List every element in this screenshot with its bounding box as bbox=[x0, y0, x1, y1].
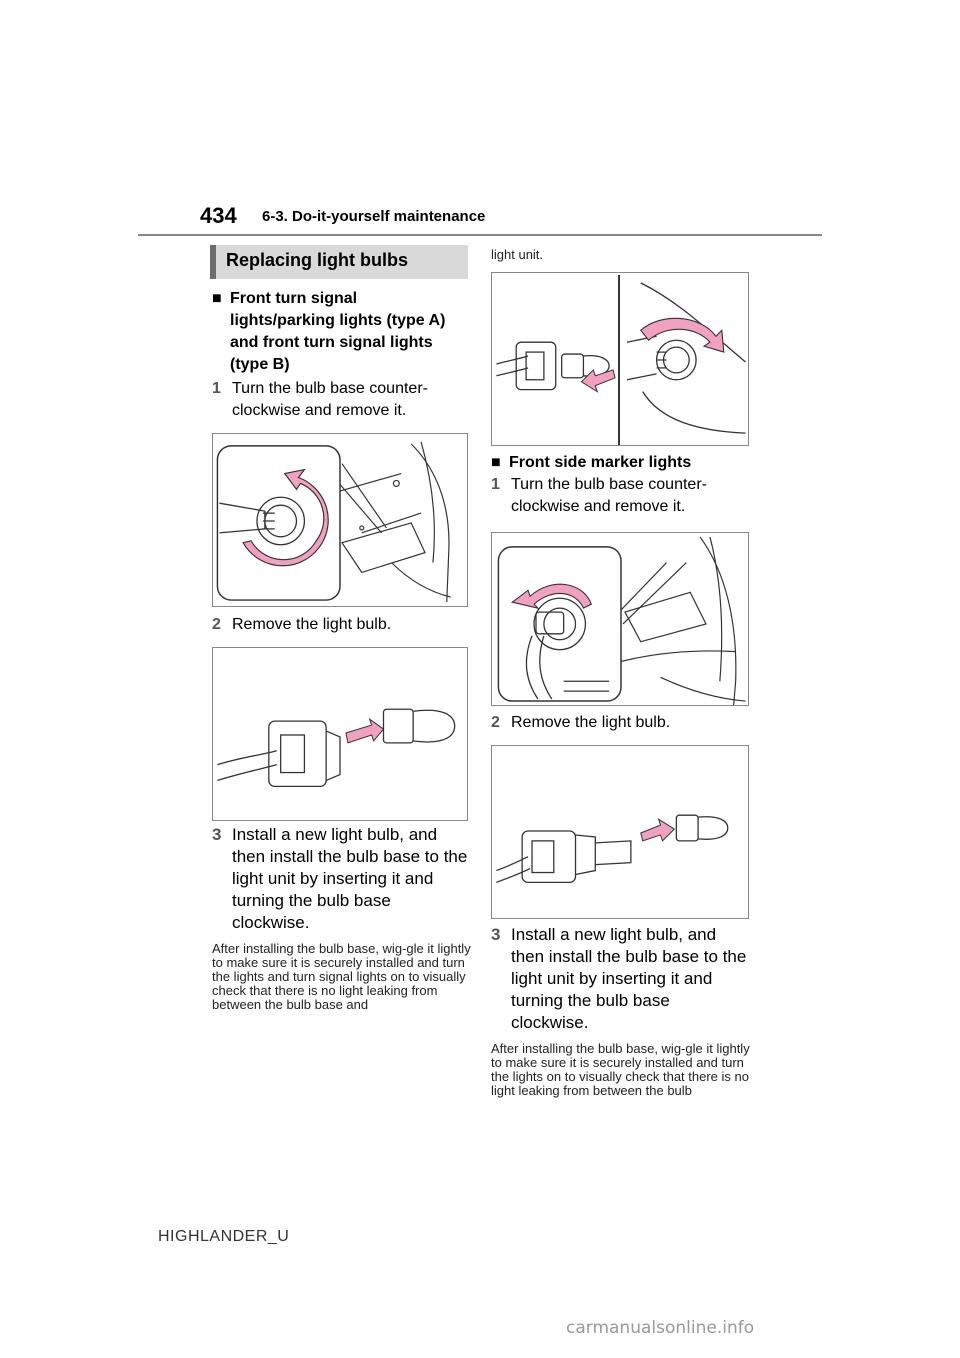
step-number: 1 bbox=[491, 476, 500, 493]
subhead-text: Front side marker lights bbox=[509, 454, 692, 471]
step-text: Turn the bulb base counter-clockwise and remove it. bbox=[232, 380, 428, 419]
bulb-removal-illustration bbox=[213, 648, 467, 820]
figure-remove-bulb-side-marker bbox=[491, 745, 749, 919]
step-text: Turn the bulb base counter-clockwise and remove it. bbox=[511, 476, 707, 515]
step-number: 3 bbox=[212, 825, 222, 844]
arrow-right-icon bbox=[641, 819, 675, 841]
chapter-section-title: 6-3. Do-it-yourself maintenance bbox=[262, 208, 486, 225]
figure-turn-bulb-base-side-marker bbox=[491, 532, 749, 706]
bulb-base-install-illustration bbox=[492, 273, 748, 445]
clockwise-arrow-icon bbox=[641, 318, 724, 352]
header-divider bbox=[138, 234, 822, 236]
figure-remove-bulb-type-a bbox=[212, 647, 468, 821]
right-install-note: After installing the bulb base, wig-gle it lightly to make sure it is securely installed and turn the lights on to visually check that there is no light leaking from between the bulb bbox=[491, 1041, 750, 1098]
note-continued: light unit. bbox=[491, 247, 544, 262]
step-number: 3 bbox=[491, 925, 501, 944]
arrow-left-icon bbox=[581, 370, 615, 392]
section-heading: Replacing light bulbs bbox=[226, 250, 409, 270]
step-text: Install a new light bulb, and then install the bulb base to the light unit by inserting it and turning the bulb base clockwise. bbox=[511, 925, 747, 1032]
step-text: Install a new light bulb, and then install the bulb base to the light unit by inserting it and turning the bulb base clockwise. bbox=[232, 825, 468, 932]
left-step-2 bbox=[212, 614, 462, 636]
subhead-front-turn-signal bbox=[212, 288, 452, 376]
step-number: 2 bbox=[212, 616, 221, 633]
left-step-3 bbox=[212, 824, 472, 934]
bulb-base-removal-illustration bbox=[213, 434, 467, 606]
arrow-right-icon bbox=[346, 719, 384, 743]
step-text: Remove the light bulb. bbox=[232, 616, 392, 633]
watermark: carmanualsonline.info bbox=[566, 1318, 755, 1338]
square-bullet-icon: ■ bbox=[491, 454, 501, 471]
left-install-note: After installing the bulb base, wig-gle it lightly to make sure it is securely installed and turn the lights and turn signal lights on to visually check that there is no light leaking from between the bulb base and bbox=[212, 941, 471, 1012]
right-step-2 bbox=[491, 712, 741, 734]
figure-turn-bulb-base-type-a bbox=[212, 433, 468, 607]
side-marker-bulb-removal-illustration bbox=[492, 746, 748, 918]
left-step-1 bbox=[212, 378, 462, 422]
footer-model-code: HIGHLANDER_U bbox=[158, 1228, 290, 1245]
right-step-1 bbox=[491, 474, 741, 518]
step-number: 1 bbox=[212, 380, 221, 397]
side-marker-removal-illustration bbox=[492, 533, 748, 705]
section-heading-box bbox=[210, 245, 468, 279]
subhead-front-side-marker bbox=[491, 452, 741, 474]
figure-insert-bulb-base bbox=[491, 272, 749, 446]
subhead-text: Front turn signal lights/parking lights (type A) and front turn signal lights (type B) bbox=[230, 290, 446, 373]
page-number: 434 bbox=[200, 203, 237, 228]
step-number: 2 bbox=[491, 714, 500, 731]
square-bullet-icon: ■ bbox=[212, 290, 222, 307]
step-text: Remove the light bulb. bbox=[511, 714, 671, 731]
right-step-3 bbox=[491, 924, 751, 1034]
